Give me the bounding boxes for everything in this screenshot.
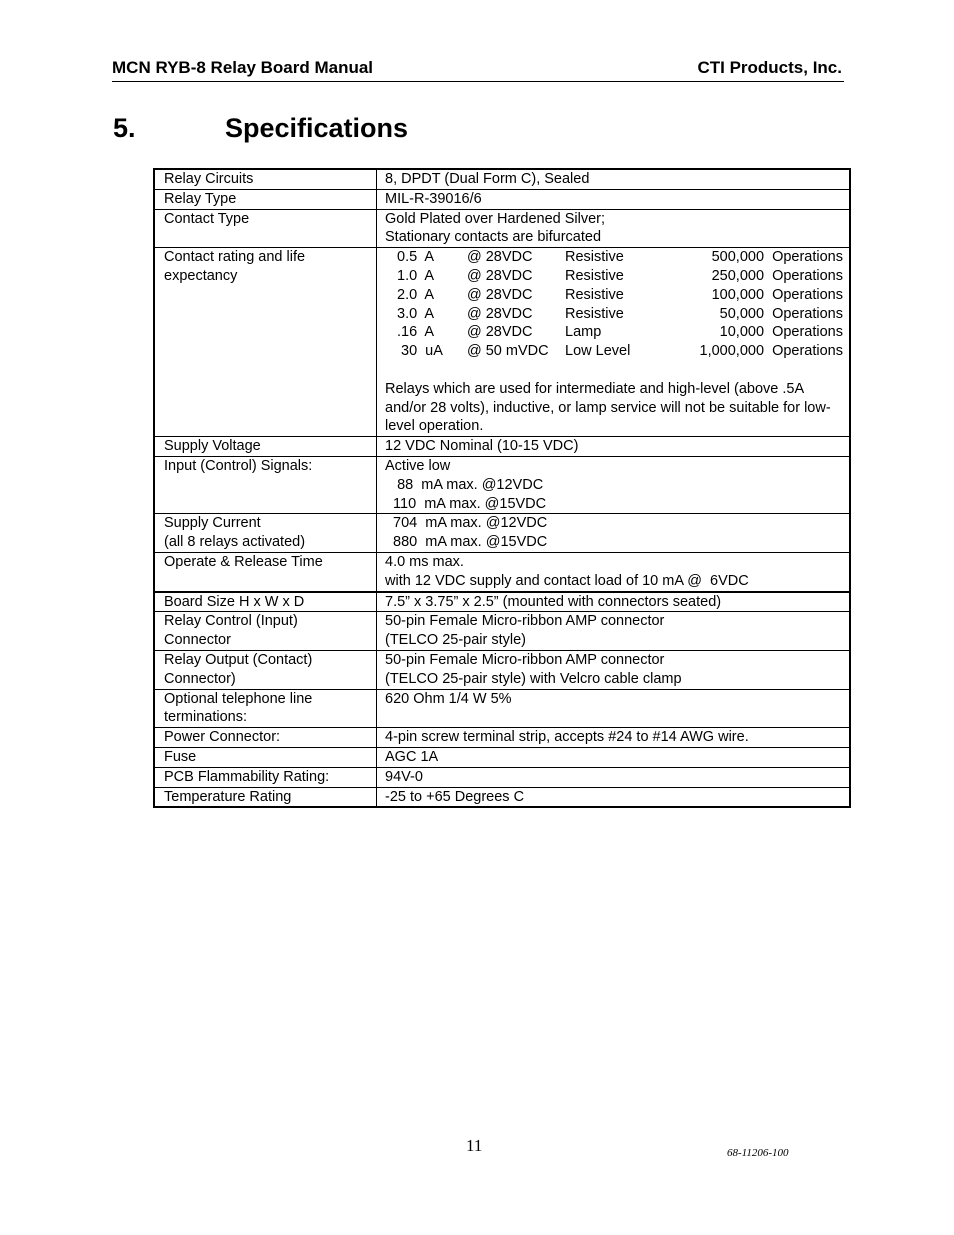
rating-current: 3.0 A [397, 305, 435, 322]
spec-label: Operate & Release Time [154, 552, 377, 591]
spec-value [377, 612, 851, 651]
spec-label: Power Connector: [154, 728, 377, 748]
spec-value: 94V-0 [377, 767, 851, 787]
value-line: 704 mA max. @12VDC [385, 515, 548, 532]
rating-load: Resistive [565, 267, 624, 284]
rating-current: 2.0 A [397, 286, 435, 303]
table-row [154, 728, 850, 748]
value-line: 88 mA max. @12VDC [385, 476, 544, 493]
rating-voltage: @ 28VDC [467, 267, 533, 284]
rating-current: .16 A [397, 324, 435, 341]
spec-value: -25 to +65 Degrees C [377, 787, 851, 807]
value-line: Stationary contacts are bifurcated [385, 229, 602, 246]
spec-label: Temperature Rating [154, 787, 377, 807]
label-line: Supply Current [164, 515, 261, 532]
spec-value: MIL-R-39016/6 [377, 189, 851, 209]
table-row [154, 747, 850, 767]
table-row [154, 189, 850, 209]
spec-label: Relay Type [154, 189, 377, 209]
table-row [154, 248, 850, 437]
value-line: 880 mA max. @15VDC [385, 534, 548, 551]
spec-value: 8, DPDT (Dual Form C), Sealed [377, 169, 851, 189]
spec-label: Supply Voltage [154, 437, 377, 457]
value-line: (TELCO 25-pair style) [385, 632, 527, 649]
spec-value [377, 514, 851, 553]
label-line: Connector [164, 632, 231, 649]
rating-operations: 500,000 Operations [711, 249, 843, 266]
value-line: 50-pin Female Micro-ribbon AMP connector [385, 651, 665, 668]
table-row [154, 767, 850, 787]
rating-current: 1.0 A [397, 267, 435, 284]
spec-value [377, 650, 851, 689]
table-row [154, 787, 850, 807]
spec-value: 12 VDC Nominal (10-15 VDC) [377, 437, 851, 457]
rating-voltage: @ 50 mVDC [467, 343, 549, 360]
spec-label [154, 248, 377, 437]
table-row [154, 592, 850, 612]
spec-label [154, 514, 377, 553]
table-row [154, 169, 850, 189]
rating-operations: 1,000,000 Operations [699, 343, 843, 360]
spec-label: Fuse [154, 747, 377, 767]
page-number: 11 [466, 1136, 483, 1155]
label-line: (all 8 relays activated) [164, 534, 306, 551]
rating-load: Resistive [565, 305, 624, 322]
table-row [154, 612, 850, 651]
rating-operations: 10,000 Operations [719, 324, 843, 341]
value-line: Active low [385, 457, 451, 474]
value-line: with 12 VDC supply and contact load of 10 mA @ 6VDC [385, 572, 749, 589]
rating-voltage: @ 28VDC [467, 249, 533, 266]
label-line: terminations: [164, 709, 248, 726]
rating-voltage: @ 28VDC [467, 286, 533, 303]
table-row [154, 552, 850, 591]
label-line: Optional telephone line [164, 690, 313, 707]
value-line: 50-pin Female Micro-ribbon AMP connector [385, 613, 665, 630]
table-row [154, 650, 850, 689]
spec-value [377, 248, 851, 437]
rating-current: 30 uA [401, 343, 443, 360]
spec-value: 620 Ohm 1/4 W 5% [377, 689, 851, 728]
table-row [154, 437, 850, 457]
spec-label [154, 612, 377, 651]
table-row [154, 209, 850, 248]
label-line: Contact rating and life [164, 249, 306, 266]
rating-operations: 250,000 Operations [711, 267, 843, 284]
rating-voltage: @ 28VDC [467, 324, 533, 341]
label-line: expectancy [164, 267, 238, 284]
value-line: Gold Plated over Hardened Silver; [385, 210, 606, 227]
value-line: (TELCO 25-pair style) with Velcro cable clamp [385, 670, 682, 687]
specifications-table [153, 168, 851, 808]
rating-load: Resistive [565, 249, 624, 266]
label-line: Relay Output (Contact) [164, 651, 313, 668]
spec-label: PCB Flammability Rating: [154, 767, 377, 787]
rating-operations: 50,000 Operations [719, 305, 843, 322]
spec-value [377, 209, 851, 248]
table-row [154, 456, 850, 513]
document-number: 68-11206-100 [727, 1147, 789, 1159]
spec-label [154, 650, 377, 689]
spec-value [377, 456, 851, 513]
rating-operations: 100,000 Operations [711, 286, 843, 303]
section-heading [113, 113, 408, 144]
rating-load: Resistive [565, 286, 624, 303]
spec-label: Relay Circuits [154, 169, 377, 189]
spec-value [377, 552, 851, 591]
spec-label: Board Size H x W x D [154, 592, 377, 612]
rating-load: Lamp [565, 324, 602, 341]
value-line: 4.0 ms max. [385, 553, 464, 570]
spec-value: 4-pin screw terminal strip, accepts #24 to #14 AWG wire. [377, 728, 851, 748]
spec-label: Contact Type [154, 209, 377, 248]
table-row [154, 689, 850, 728]
company-name: CTI Products, Inc. [697, 58, 842, 77]
spec-value: AGC 1A [377, 747, 851, 767]
spec-value: 7.5” x 3.75” x 2.5” (mounted with connectors seated) [377, 592, 851, 612]
label-line: Relay Control (Input) [164, 613, 298, 630]
section-title: Specifications [225, 113, 409, 143]
spec-label: Input (Control) Signals: [154, 456, 377, 513]
rating-voltage: @ 28VDC [467, 305, 533, 322]
page-header [112, 57, 844, 82]
contact-rating-note: Relays which are used for intermediate and high-level (above .5A and/or 28 volts), inductive, or lamp service will not be suitable for low-level operation. [385, 380, 831, 435]
section-number: 5. [113, 113, 136, 143]
rating-current: 0.5 A [397, 249, 435, 266]
rating-load: Low Level [565, 343, 631, 360]
manual-title: MCN RYB-8 Relay Board Manual [112, 58, 374, 77]
contact-rating-grid [385, 248, 849, 361]
label-line: Connector) [164, 670, 236, 687]
value-line: 110 mA max. @15VDC [385, 495, 547, 512]
spec-label [154, 689, 377, 728]
table-row [154, 514, 850, 553]
